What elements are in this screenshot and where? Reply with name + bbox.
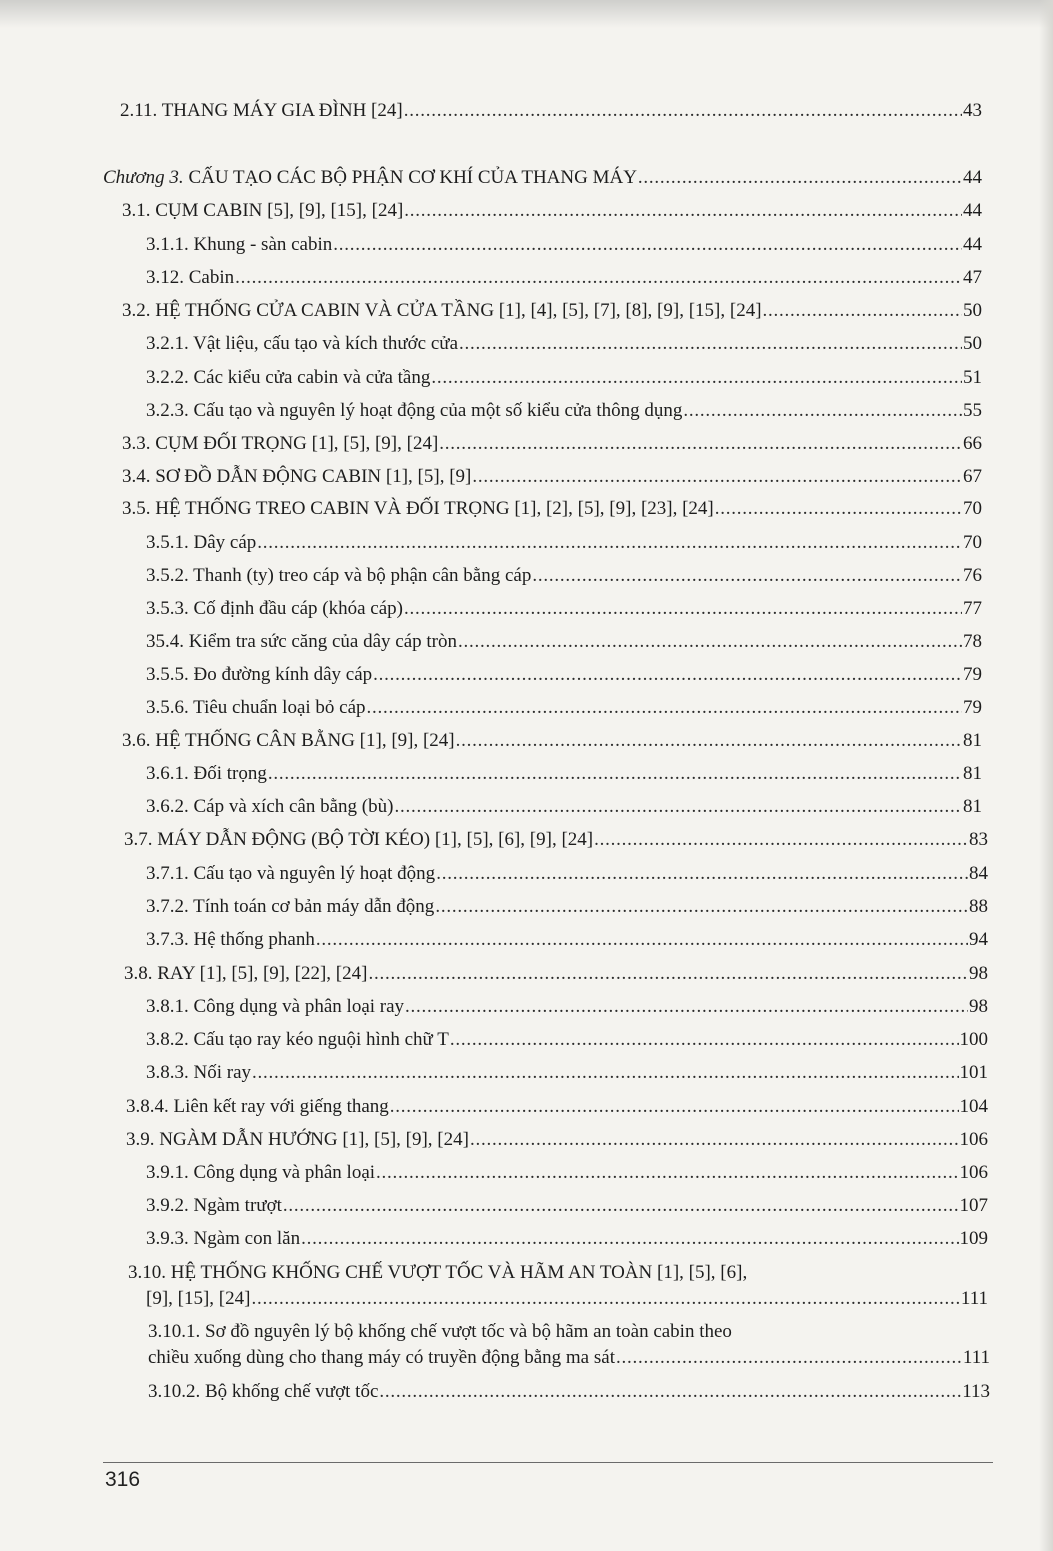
dot-leader — [333, 233, 962, 257]
toc-entry-page: 66 — [963, 433, 982, 454]
toc-entry — [122, 432, 982, 456]
toc-entry-page: 79 — [963, 664, 982, 685]
toc-entry-page: 70 — [963, 532, 982, 553]
toc-entry-page: 50 — [963, 333, 982, 354]
toc-entry — [124, 828, 988, 852]
dot-leader — [470, 1128, 959, 1152]
dot-leader — [472, 465, 962, 489]
toc-entry — [148, 1380, 990, 1404]
dot-leader — [431, 366, 962, 390]
toc-entry-page: 51 — [963, 367, 982, 388]
toc-entry-title: 3.2.2. Các kiểu cửa cabin và cửa tầng — [146, 367, 431, 388]
toc-entry-title: 3.9.1. Công dụng và phân loại — [146, 1162, 376, 1183]
dot-leader — [379, 1380, 961, 1404]
toc-entry-page: 79 — [963, 697, 982, 718]
toc-entry-title: 3.10.2. Bộ khống chế vượt tốc — [148, 1381, 379, 1402]
chapter-label: Chương 3. — [103, 167, 184, 188]
dot-leader — [456, 729, 962, 753]
toc-entry-title: 3.4. SƠ ĐỒ DẪN ĐỘNG CABIN [1], [5], [9] — [122, 466, 472, 487]
toc-entry-page: 98 — [969, 963, 988, 984]
footer-rule — [103, 1462, 993, 1463]
page-right-edge — [1039, 0, 1053, 1551]
dot-leader — [638, 166, 962, 190]
page-number: 316 — [105, 1468, 141, 1491]
toc-entry — [146, 332, 982, 356]
toc-entry — [146, 266, 982, 290]
toc-entry-title: 3.6. HỆ THỐNG CÂN BẰNG [1], [9], [24] — [122, 730, 455, 751]
toc-entry-title: 3.8. RAY [1], [5], [9], [22], [24] — [124, 963, 368, 984]
toc-entry — [146, 233, 982, 257]
toc-entry-title: 3.5.3. Cố định đầu cáp (khóa cáp) — [146, 598, 403, 619]
toc-entry-title: 3.7. MÁY DẪN ĐỘNG (BỘ TỜI KÉO) [1], [5], [6], [9], [24] — [124, 829, 594, 850]
toc-entry — [126, 1095, 988, 1119]
dot-leader — [616, 1346, 962, 1370]
toc-entry-title: 3.3. CỤM ĐỐI TRỌNG [1], [5], [9], [24] — [122, 433, 439, 454]
toc-entry-title: 2.11. THANG MÁY GIA ĐÌNH [24] — [120, 100, 403, 121]
toc-entry-title: 3.6.1. Đối trọng — [146, 763, 267, 784]
dot-leader — [301, 1227, 958, 1251]
toc-entry-page: 50 — [963, 300, 982, 321]
dot-leader — [376, 1161, 958, 1185]
toc-entry-page: 106 — [959, 1162, 988, 1183]
toc-entry-page: 81 — [963, 730, 982, 751]
toc-entry — [146, 1227, 988, 1251]
chapter-title-text: CẤU TẠO CÁC BỘ PHẬN CƠ KHÍ CỦA THANG MÁY — [183, 167, 637, 188]
toc-entry — [146, 1194, 988, 1218]
toc-entry-title: 3.8.2. Cấu tạo ray kéo nguội hình chữ T — [146, 1029, 449, 1050]
toc-entry — [122, 497, 982, 521]
toc-entry — [146, 795, 982, 819]
toc-entry-page: 84 — [969, 863, 988, 884]
toc-entry — [146, 1287, 988, 1311]
toc-entry — [146, 630, 982, 654]
dot-leader — [405, 995, 968, 1019]
dot-leader — [404, 597, 962, 621]
toc-entry-page: 76 — [963, 565, 982, 586]
dot-leader — [532, 564, 962, 588]
toc-entry-title: 3.5.6. Tiêu chuẩn loại bỏ cáp — [146, 697, 366, 718]
toc-entry-title: 3.8.4. Liên kết ray với giếng thang — [126, 1096, 389, 1117]
toc-entry-title: 3.2.3. Cấu tạo và nguyên lý hoạt động của một số kiểu cửa thông dụng — [146, 400, 683, 421]
dot-leader — [316, 928, 968, 952]
dot-leader — [594, 828, 968, 852]
dot-leader — [367, 696, 962, 720]
toc-entry-page: 98 — [969, 996, 988, 1017]
toc-entry-title: 3.12. Cabin — [146, 267, 235, 288]
toc-entry-page: 44 — [963, 200, 982, 221]
toc-entry — [122, 729, 982, 753]
toc-entry — [146, 531, 982, 555]
toc-entry-page: 104 — [959, 1096, 988, 1117]
toc-entry-page: 44 — [963, 234, 982, 255]
toc-entry — [146, 366, 982, 390]
dot-leader — [268, 762, 962, 786]
toc-entry — [146, 663, 982, 687]
toc-entry — [146, 928, 988, 952]
toc-entry-title: 3.7.1. Cấu tạo và nguyên lý hoạt động — [146, 863, 436, 884]
toc-entry-page: 88 — [969, 896, 988, 917]
dot-leader — [715, 497, 962, 521]
toc-entry-page: 109 — [959, 1228, 988, 1249]
toc-entry — [146, 696, 982, 720]
toc-entry-title: 3.7.2. Tính toán cơ bản máy dẫn động — [146, 896, 435, 917]
toc-entry — [146, 762, 982, 786]
dot-leader — [435, 895, 968, 919]
toc-chapter-title — [103, 166, 637, 190]
toc-entry-title-line1: 3.10. HỆ THỐNG KHỐNG CHẾ VƯỢT TỐC VÀ HÃM AN TOÀN [1], [5], [6], — [128, 1262, 748, 1283]
toc-entry-page: 107 — [959, 1195, 988, 1216]
toc-entry-title: 3.5. HỆ THỐNG TREO CABIN VÀ ĐỐI TRỌNG [1], [2], [5], [9], [23], [24] — [122, 498, 714, 519]
toc-entry-page: 106 — [959, 1129, 988, 1150]
toc-entry — [146, 895, 988, 919]
page-top-shadow — [0, 0, 1053, 28]
toc-entry-title-line1: 3.10.1. Sơ đồ nguyên lý bộ khống chế vượt tốc và bộ hãm an toàn cabin theo — [148, 1321, 732, 1342]
toc-entry-page: 77 — [963, 598, 982, 619]
dot-leader — [368, 962, 968, 986]
dot-leader — [390, 1095, 959, 1119]
toc-entry — [122, 465, 982, 489]
toc-entry-page: 81 — [963, 763, 982, 784]
toc-entry — [146, 1161, 988, 1185]
dot-leader — [450, 1028, 959, 1052]
dot-leader — [763, 299, 962, 323]
toc-entry — [148, 1346, 990, 1370]
toc-entry-page: 43 — [963, 100, 982, 121]
toc-entry-title: 3.8.1. Công dụng và phân loại ray — [146, 996, 405, 1017]
toc-entry — [146, 597, 982, 621]
dot-leader — [235, 266, 962, 290]
toc-entry — [146, 995, 988, 1019]
toc-entry-page: 81 — [963, 796, 982, 817]
toc-entry-title: 3.2.1. Vật liệu, cấu tạo và kích thước cửa — [146, 333, 459, 354]
toc-entry-title: 3.6.2. Cáp và xích cân bằng (bù) — [146, 796, 394, 817]
dot-leader — [252, 1061, 958, 1085]
dot-leader — [373, 663, 962, 687]
toc-entry-title: 3.7.3. Hệ thống phanh — [146, 929, 315, 950]
toc-entry-title: 3.1.1. Khung - sàn cabin — [146, 234, 333, 255]
dot-leader — [436, 862, 968, 886]
toc-entry — [122, 199, 982, 223]
dot-leader — [683, 399, 962, 423]
toc-entry-title: 3.9.3. Ngàm con lăn — [146, 1228, 301, 1249]
dot-leader — [257, 531, 962, 555]
toc-entry — [126, 1128, 988, 1152]
dot-leader — [404, 199, 962, 223]
dot-leader — [439, 432, 962, 456]
toc-entry-title: 3.2. HỆ THỐNG CỬA CABIN VÀ CỬA TẦNG [1], [4], [5], [7], [8], [9], [15], [24] — [122, 300, 762, 321]
toc-entry-page: 55 — [963, 400, 982, 421]
toc-entry — [124, 962, 988, 986]
dot-leader — [251, 1287, 959, 1311]
dot-leader — [459, 332, 962, 356]
toc-entry-title: 3.8.3. Nối ray — [146, 1062, 252, 1083]
toc-entry-page: 100 — [959, 1029, 988, 1050]
toc-entry-page: 113 — [962, 1381, 990, 1402]
toc-entry-page: 101 — [959, 1062, 988, 1083]
toc-entry — [146, 399, 982, 423]
dot-leader — [404, 99, 962, 123]
toc-entry-title: 3.9.2. Ngàm trượt — [146, 1195, 282, 1216]
toc-entry — [122, 299, 982, 323]
toc-entry-page: 67 — [963, 466, 982, 487]
dot-leader — [458, 630, 962, 654]
toc-entry-page: 70 — [963, 498, 982, 519]
toc-entry — [146, 1061, 988, 1085]
toc-entry-title: 3.5.2. Thanh (ty) treo cáp và bộ phận cân bằng cáp — [146, 565, 532, 586]
toc-entry-page: 94 — [969, 929, 988, 950]
toc-entry-title: [9], [15], [24] — [146, 1288, 251, 1309]
toc-chapter-heading — [103, 166, 982, 190]
toc-entry-title: 3.9. NGÀM DẪN HƯỚNG [1], [5], [9], [24] — [126, 1129, 469, 1150]
toc-entry-page: 111 — [962, 1347, 990, 1368]
toc-entry-page: 78 — [963, 631, 982, 652]
toc-entry-title: 3.1. CỤM CABIN [5], [9], [15], [24] — [122, 200, 404, 221]
toc-entry-page: 44 — [963, 167, 982, 188]
toc-entry — [146, 564, 982, 588]
toc-entry-page: 111 — [960, 1288, 988, 1309]
dot-leader — [394, 795, 962, 819]
toc-entry-page: 47 — [963, 267, 982, 288]
toc-entry-title: 3.5.5. Đo đường kính dây cáp — [146, 664, 373, 685]
toc-entry — [146, 862, 988, 886]
toc-entry-title: 3.5.1. Dây cáp — [146, 532, 257, 553]
toc-entry-page: 83 — [969, 829, 988, 850]
toc-entry — [120, 99, 982, 123]
toc-entry-title: 35.4. Kiểm tra sức căng của dây cáp tròn — [146, 631, 458, 652]
toc-entry — [146, 1028, 988, 1052]
dot-leader — [283, 1194, 959, 1218]
toc-entry-title: chiều xuống dùng cho thang máy có truyền động bằng ma sát — [148, 1347, 615, 1368]
